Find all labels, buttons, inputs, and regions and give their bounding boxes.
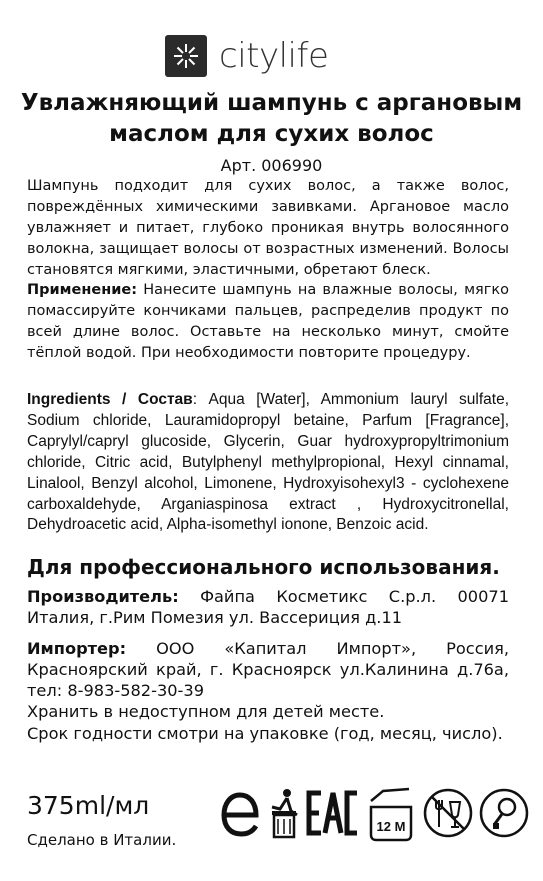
usage-text: Нанесите шампунь на влажные волосы, мягко помассируйте кончиками пальцев, распределив продукт по всей длине волос. Оставьте на несколько минут, смойте тёплой водой. При необходимости повторите процедуру.	[27, 282, 509, 361]
ingredients-section	[27, 390, 509, 536]
brand-logo	[165, 34, 328, 78]
product-description: Шампунь подходит для сухих волос, а также волос, повреждённых химическими завивками. Аргановое масло увлажняет и питает, глубоко проникая внутрь волосянного волокна, защищает волосы от возрастных изменений. Волосы становятся мягкими, эластичными, обретают блеск.	[27, 178, 509, 278]
storage-note: Хранить в недоступном для детей месте.	[27, 702, 385, 721]
mirror-cosmetic-icon	[478, 787, 530, 839]
importer-section	[27, 638, 509, 702]
manufacturer-section	[27, 586, 509, 628]
usage-section	[27, 280, 509, 364]
eac-mark-icon	[305, 785, 361, 841]
importer-text: ООО «Капитал Импорт», Россия, Красноярский край, г. Красноярск ул.Калинина д.76а, тел: 8-983-582-30-39	[27, 639, 509, 701]
manufacturer-text: Файпа Косметикс С.р.л. 00071 Италия, г.Рим Помезия ул. Вассериция д.11	[27, 587, 509, 628]
not-food-icon	[422, 787, 474, 839]
svg-text:12 M: 12 M	[376, 819, 406, 834]
professional-use-note: Для профессионального использования.	[27, 555, 500, 579]
importer-label: Импортер:	[27, 639, 127, 658]
ingredients-text: : Aqua [Water], Ammonium lauryl sulfate, Sodium chloride, Lauramidopropyl betaine, Parfum [Fragrance], Caprylyl/capryl glucoside, Glycerin, Guar hydroxypropyltrimonium chloride, Citric acid, Butylphenyl methylpropional, Hexyl cinnamal, Linalool, Benzyl alcohol, Limonene, Hydroxyisohexyl3 - cyclohexene carboxaldehyde, Arganiaspinosa extract , Hydroxycitronellal, Dehydroacetic acid, Alpha-isomethyl ionone, Benzoic acid.	[27, 391, 509, 534]
logo-mark-icon	[165, 35, 207, 77]
article-number: Арт. 006990	[220, 156, 323, 175]
product-title: Увлажняющий шампунь с аргановым маслом для сухих волос	[20, 90, 523, 147]
shelf-life-note: Срок годности смотри на упаковке (год, месяц, число).	[27, 724, 503, 743]
usage-label: Применение:	[27, 282, 138, 298]
volume-label: 375ml/мл	[27, 791, 150, 820]
estimated-sign-icon	[218, 785, 262, 841]
origin-label: Сделано в Италии.	[27, 831, 177, 849]
ingredients-label: Ingredients / Состав	[27, 391, 193, 408]
symbols-row	[218, 780, 530, 846]
pao-jar-icon	[365, 783, 417, 843]
recycle-bin-icon	[266, 785, 300, 841]
brand-name: citylife	[219, 36, 329, 76]
manufacturer-label: Производитель:	[27, 587, 179, 606]
